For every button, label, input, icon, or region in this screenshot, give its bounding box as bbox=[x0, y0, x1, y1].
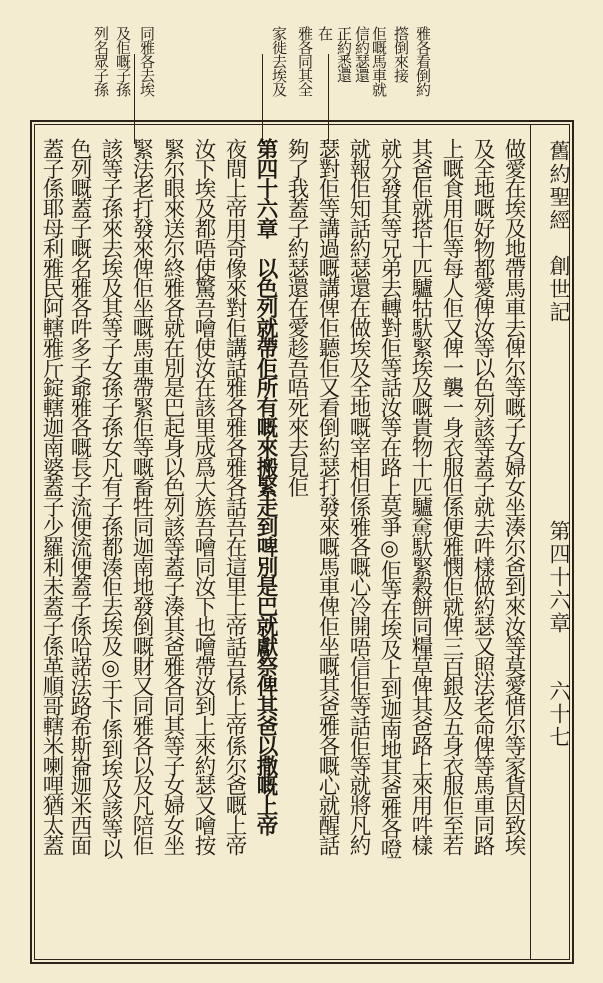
text-column: 夜間上帝用奇像來對佢講話雅各雅各雅各話吾在這里上帝話吾係上帝係尔爸嘅上帝 bbox=[222, 138, 247, 855]
text-column: 緊法老打發來俾佢坐嘅馬車帶緊佢等嘅畜牲同迦南地發倒嘅財又同雅各以及凡陪佢 bbox=[129, 138, 154, 855]
header-glosses bbox=[0, 26, 603, 121]
gloss-column: 信約瑟還 bbox=[353, 26, 371, 82]
gloss-column: 列名眾子孫 bbox=[92, 26, 110, 96]
text-column: 汝下埃及都唔使驚吾噲使汝在該里成爲大族吾噲同汝下也噲帶汝到上來約瑟又噲按 bbox=[191, 138, 216, 855]
gloss-column: 在 bbox=[316, 26, 334, 40]
text-column: 夠了我蓋子約瑟還在愛趁吾唔死來去見佢 bbox=[284, 138, 309, 497]
gloss-column: 雅各看倒約 bbox=[414, 26, 432, 96]
text-column: 及全地嘅好物都愛俾汝等以色列該等蓋子就去吽樣做約瑟又照法老命俾等馬車同路 bbox=[470, 138, 495, 855]
fold-title: 舊約聖經 創世記 bbox=[547, 140, 571, 324]
gloss-column: 正約悉還 bbox=[335, 26, 353, 82]
text-column: 瑟對佢等講過嘅講俾佢聽佢又看倒約瑟打發來嘅馬車俾佢坐嘅其爸雅各嘅心就醒話 bbox=[315, 138, 340, 855]
gloss-column: 及佢嘅子孫 bbox=[114, 26, 132, 96]
text-column: 就分發其等兄弟去轉對佢等話汝等在路上莫爭◎佢等在埃及上到迦南地其爸雅各噔 bbox=[377, 138, 402, 858]
text-column: 色列嘅蓋子嘅名雅各吽多子爺雅各嘅長子流便流便蓋子係哈諾法路希斯崙迦米西面 bbox=[67, 138, 92, 855]
gloss-column: 同雅各去埃 bbox=[138, 26, 156, 96]
text-column: 就報佢知話約瑟還在做埃及全地嘅宰相但係雅各嘅心冷開唔信佢等話佢等就將凡約 bbox=[346, 138, 371, 855]
text-column: 做愛在埃及地帶馬車去俾尔等嘅子女婦女坐湊尔爸到來汝等莫愛惜尔等家貨因致埃 bbox=[501, 138, 526, 855]
chapter-heading-column: 第四十六章 以色列就帶佢所有嘅來搬緊走到啤別是巴就獻祭俾其爸以撒嘅上帝 bbox=[253, 138, 278, 835]
gloss-column: 家徙去埃及 bbox=[270, 26, 288, 96]
page-number: 六十七 bbox=[547, 680, 571, 749]
gloss-column: 雅各同其全 bbox=[296, 26, 314, 96]
gloss-column: 佢嘅馬車就 bbox=[370, 26, 388, 96]
gloss-column: 撘倒來接 bbox=[392, 26, 410, 82]
text-column: 其爸佢就搭十匹驢牯馱緊埃及嘅貴物十匹驢𩡷馱緊穀餅同糧草俾其爸路上來用吽樣 bbox=[408, 138, 433, 855]
fold-chapter: 第四十六章 bbox=[547, 520, 571, 635]
text-column: 緊尔眼來送尔終雅各就在別是巴起身以色列該等蓋子湊其爸雅各同其等子女婦女坐 bbox=[160, 138, 185, 855]
text-column: 蓋子係耶母利雅民阿轄雅斤錠轄迦南婆蓋子少羅利未蓋子係革順哥轄米喇哩猶太蓋 bbox=[39, 138, 64, 855]
fold-divider bbox=[530, 124, 531, 960]
text-column: 上嘅食用佢等每人佢又俾一襲一身衣服但係便雅憫佢就俾三百銀及五身衣服佢至若 bbox=[439, 138, 464, 855]
text-column: 該等子孫來去埃及其等子女孫子孫女凡有子孫都湊佢去埃及◎于下係到埃及該等以 bbox=[98, 138, 123, 858]
